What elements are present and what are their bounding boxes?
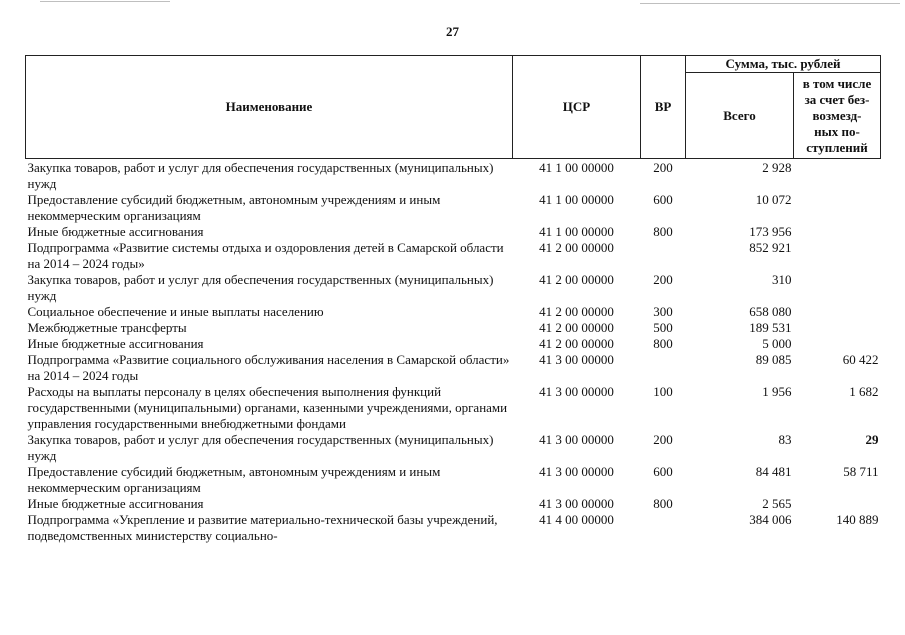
- row-incl: [794, 192, 881, 224]
- row-incl: [794, 496, 881, 512]
- header-incl-line: ных по-: [814, 123, 860, 139]
- row-incl: 1 682: [849, 384, 879, 399]
- table-row: [26, 240, 881, 272]
- table-row: [26, 384, 881, 432]
- row-vr: 300: [653, 304, 673, 319]
- row-csr: 41 2 00 00000: [539, 304, 614, 319]
- row-name: Иные бюджетные ассигнования: [27, 496, 204, 511]
- row-incl: 140 889: [836, 512, 879, 527]
- table-row: [26, 464, 881, 496]
- row-name: Закупка товаров, работ и услуг для обеспечения государственных (муниципальных) нужд: [27, 160, 494, 191]
- table-row: [26, 352, 881, 384]
- row-vr: 600: [653, 464, 673, 479]
- row-vr: [641, 352, 686, 384]
- row-total: 384 006: [749, 512, 792, 527]
- row-csr: 41 2 00 00000: [539, 240, 614, 255]
- row-total: 89 085: [755, 352, 792, 367]
- page-number: 27: [446, 24, 459, 39]
- row-incl: [794, 240, 881, 272]
- table-row: [26, 192, 881, 224]
- table-row: [26, 496, 881, 512]
- row-incl: [794, 272, 881, 304]
- row-name: Закупка товаров, работ и услуг для обеспечения государственных (муниципальных) нужд: [27, 432, 494, 463]
- row-vr: 600: [653, 192, 673, 207]
- row-name: Предоставление субсидий бюджетным, автономным учреждениям и иным некоммерческим организациям: [27, 464, 441, 495]
- row-name: Межбюджетные трансферты: [27, 320, 187, 335]
- row-name: Подпрограмма «Развитие системы отдыха и оздоровления детей в Самарской области на 2014 – 2024 годы»: [27, 240, 504, 271]
- row-name: Закупка товаров, работ и услуг для обеспечения государственных (муниципальных) нужд: [27, 272, 494, 303]
- row-csr: 41 1 00 00000: [539, 160, 614, 175]
- row-incl: 60 422: [842, 352, 879, 367]
- table-row: [26, 432, 881, 464]
- row-vr: 800: [653, 336, 673, 351]
- row-vr: 200: [653, 432, 673, 447]
- row-vr: 800: [653, 496, 673, 511]
- row-vr: 100: [653, 384, 673, 399]
- row-total: 84 481: [755, 464, 792, 479]
- row-incl: [794, 336, 881, 352]
- row-total: 10 072: [755, 192, 792, 207]
- row-csr: 41 1 00 00000: [539, 224, 614, 239]
- table-row: [26, 272, 881, 304]
- row-vr: 200: [653, 160, 673, 175]
- row-csr: 41 2 00 00000: [539, 272, 614, 287]
- row-incl: [794, 224, 881, 240]
- row-csr: 41 3 00 00000: [539, 464, 614, 479]
- row-name: Иные бюджетные ассигнования: [27, 224, 204, 239]
- row-name: Расходы на выплаты персоналу в целях обеспечения выполнения функций государственными (муниципальными) органами, казенными учреждениями, органами управления государственными внебюджетными фондами: [27, 384, 508, 431]
- scan-artifact-line: [40, 1, 170, 2]
- row-total: 5 000: [762, 336, 792, 351]
- header-incl-line: в том числе: [802, 75, 872, 91]
- row-total: 2 928: [762, 160, 792, 175]
- row-incl: [794, 320, 881, 336]
- header-name: Наименование: [26, 56, 513, 159]
- row-vr: [641, 240, 686, 272]
- table-row: [26, 304, 881, 320]
- row-csr: 41 4 00 00000: [539, 512, 614, 527]
- header-incl-line: за счет без-: [804, 91, 870, 107]
- header-vr: ВР: [641, 56, 686, 159]
- row-incl: [794, 159, 881, 193]
- row-name: Подпрограмма «Развитие социального обслуживания населения в Самарской области» на 2014 – 2024 годы: [27, 352, 510, 383]
- row-total: 2 565: [762, 496, 792, 511]
- row-csr: 41 3 00 00000: [539, 352, 614, 367]
- row-vr: 800: [653, 224, 673, 239]
- row-incl: [794, 304, 881, 320]
- table-row: [26, 336, 881, 352]
- header-csr: ЦСР: [513, 56, 641, 159]
- budget-table: [25, 55, 881, 544]
- row-vr: 500: [653, 320, 673, 335]
- table-row: [26, 224, 881, 240]
- row-total: 1 956: [762, 384, 792, 399]
- header-incl: [794, 73, 881, 159]
- table-body: [26, 159, 881, 545]
- row-incl: 58 711: [843, 464, 879, 479]
- row-csr: 41 3 00 00000: [539, 384, 614, 399]
- row-vr: [641, 512, 686, 544]
- header-incl-line: ступлений: [806, 139, 868, 155]
- row-total: 83: [778, 432, 792, 447]
- table-row: [26, 512, 881, 544]
- row-name: Предоставление субсидий бюджетным, автономным учреждениям и иным некоммерческим организациям: [27, 192, 441, 223]
- row-csr: 41 2 00 00000: [539, 320, 614, 335]
- header-total: Всего: [686, 73, 794, 159]
- header-sum-group: Сумма, тыс. рублей: [686, 56, 881, 73]
- row-vr: 200: [653, 272, 673, 287]
- row-csr: 41 3 00 00000: [539, 432, 614, 447]
- row-total: 189 531: [749, 320, 792, 335]
- row-total: 852 921: [749, 240, 792, 255]
- row-csr: 41 2 00 00000: [539, 336, 614, 351]
- scan-artifact-line: [640, 3, 900, 4]
- row-name: Подпрограмма «Укрепление и развитие материально-технической базы учреждений, подведомственных министерству социально-: [27, 512, 498, 543]
- header-incl-line: возмезд-: [812, 107, 862, 123]
- row-incl: 29: [865, 432, 879, 447]
- row-name: Социальное обеспечение и иные выплаты населению: [27, 304, 324, 319]
- row-total: 658 080: [749, 304, 792, 319]
- row-name: Иные бюджетные ассигнования: [27, 336, 204, 351]
- table-row: [26, 159, 881, 193]
- table-header: [26, 56, 881, 159]
- row-csr: 41 3 00 00000: [539, 496, 614, 511]
- table-row: [26, 320, 881, 336]
- row-total: 173 956: [749, 224, 792, 239]
- row-total: 310: [772, 272, 792, 287]
- row-csr: 41 1 00 00000: [539, 192, 614, 207]
